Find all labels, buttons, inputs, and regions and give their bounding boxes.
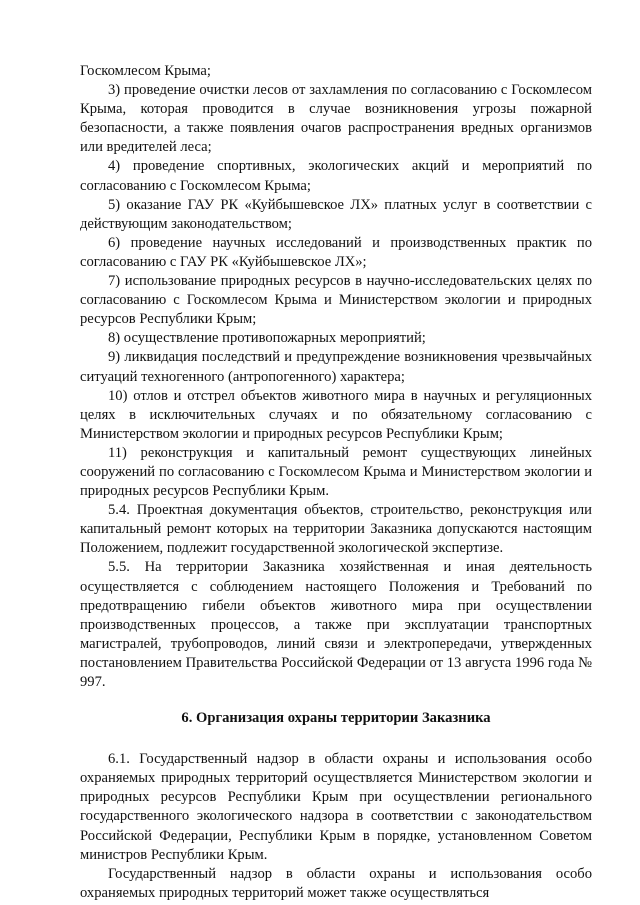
paragraph: 4) проведение спортивных, экологических акций и мероприятий по согласованию с Госкомлесом Крыма;: [80, 158, 592, 194]
document-page: [80, 62, 592, 903]
paragraph: 11) реконструкция и капитальный ремонт существующих линейных сооружений по согласованию с Госкомлесом Крыма и Министерством экологии и природных ресурсов Республики Крым.: [80, 444, 592, 500]
paragraph: 6.1. Государственный надзор в области охраны и использования особо охраняемых природных территорий осуществляется Министерством экологии и природных ресурсов Республики Крым при осуществлении регионального государственного экологического надзора в соответствии с законодательством Российской Федерации, Республики Крым в порядке, установленном Советом министров Республики Крым.: [80, 751, 592, 863]
paragraph: 7) использование природных ресурсов в научно-исследовательских целях по согласованию с Госкомлесом Крыма и Министерством экологии и природных ресурсов Республики Крым;: [80, 273, 592, 328]
paragraph: 5) оказание ГАУ РК «Куйбышевское ЛХ» платных услуг в соответствии с действующим законодательством;: [80, 196, 592, 232]
paragraph: 10) отлов и отстрел объектов животного мира в научных и регуляционных целях в исключительных случаях и по обязательному согласованию с Министерством экологии и природных ресурсов Республики Крым;: [80, 387, 592, 442]
paragraph: Госкомлесом Крыма;: [80, 63, 211, 79]
paragraph: 9) ликвидация последствий и предупреждение возникновения чрезвычайных ситуаций техногенного (антропогенного) характера;: [80, 349, 592, 385]
paragraph: 5.4. Проектная документация объектов, строительство, реконструкция или капитальный ремонт которых на территории Заказника допускаются настоящим Положением, подлежит государственной экологической экспертизе.: [80, 502, 592, 557]
paragraph: 3) проведение очистки лесов от захламления по согласованию с Госкомлесом Крыма, которая проводится в случае возникновения угрозы пожарной безопасности, а также появления очагов распространения вредных организмов или вредителей леса;: [80, 82, 592, 156]
section-heading: 6. Организация охраны территории Заказника: [181, 710, 491, 727]
paragraph: 6) проведение научных исследований и производственных практик по согласованию с ГАУ РК «Куйбышевское ЛХ»;: [80, 234, 592, 270]
paragraph: 5.5. На территории Заказника хозяйственная и иная деятельность осуществляется с соблюдением настоящего Положения и Требований по предотвращению гибели объектов животного мира при осуществлении производственных процессов, а также при эксплуатации транспортных магистралей, трубопроводов, линий связи и электропередачи, утвержденных постановлением Правительства Российской Федерации от 13 августа 1996 года № 997.: [80, 559, 592, 690]
paragraph: Государственный надзор в области охраны и использования особо охраняемых природных территорий может также осуществляться: [80, 865, 592, 901]
paragraph: 8) осуществление противопожарных мероприятий;: [108, 330, 426, 347]
